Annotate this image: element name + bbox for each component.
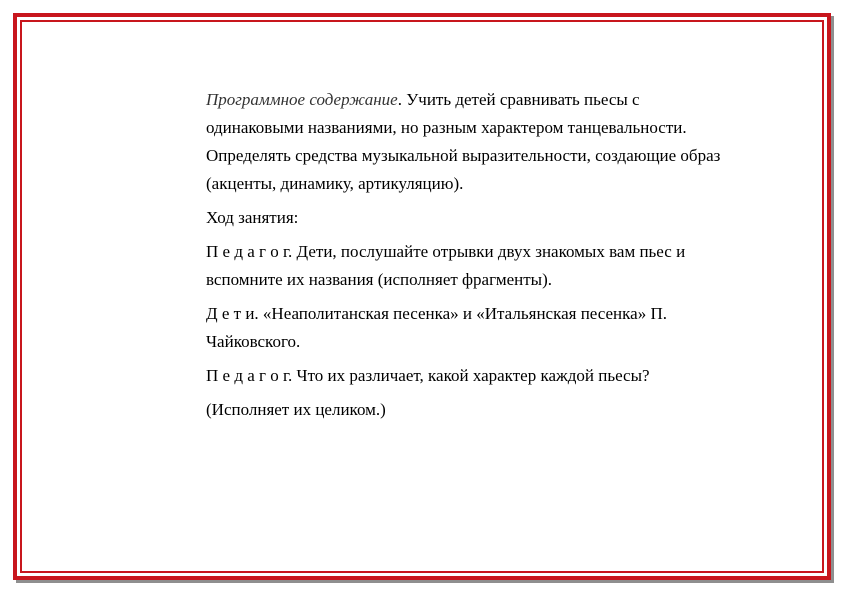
frame-shadow-right bbox=[831, 16, 834, 583]
program-content-text: . Учить детей сравнивать пьесы с одинаковыми названиями, но разным характером танцевальности. Определять средства музыкальной выразительности, создающие образ (акценты, динамику, артикуляцию). bbox=[206, 90, 721, 193]
program-content-paragraph bbox=[206, 86, 726, 198]
teacher-line-1: П е д а г о г. Дети, послушайте отрывки двух знакомых вам пьес и вспомните их названия (исполняет фрагменты). bbox=[206, 242, 686, 289]
stage-direction: (Исполняет их целиком.) bbox=[206, 400, 386, 419]
children-line: Д е т и. «Неаполитанская песенка» и «Итальянская песенка» П. Чайковского. bbox=[206, 304, 667, 351]
teacher-line-2: П е д а г о г. Что их различает, какой характер каждой пьесы? bbox=[206, 366, 650, 385]
lesson-progress-heading: Ход занятия: bbox=[206, 208, 299, 227]
program-content-label: Программное содержание bbox=[206, 90, 398, 109]
frame-shadow-bottom bbox=[16, 580, 834, 583]
document-body bbox=[206, 86, 726, 430]
